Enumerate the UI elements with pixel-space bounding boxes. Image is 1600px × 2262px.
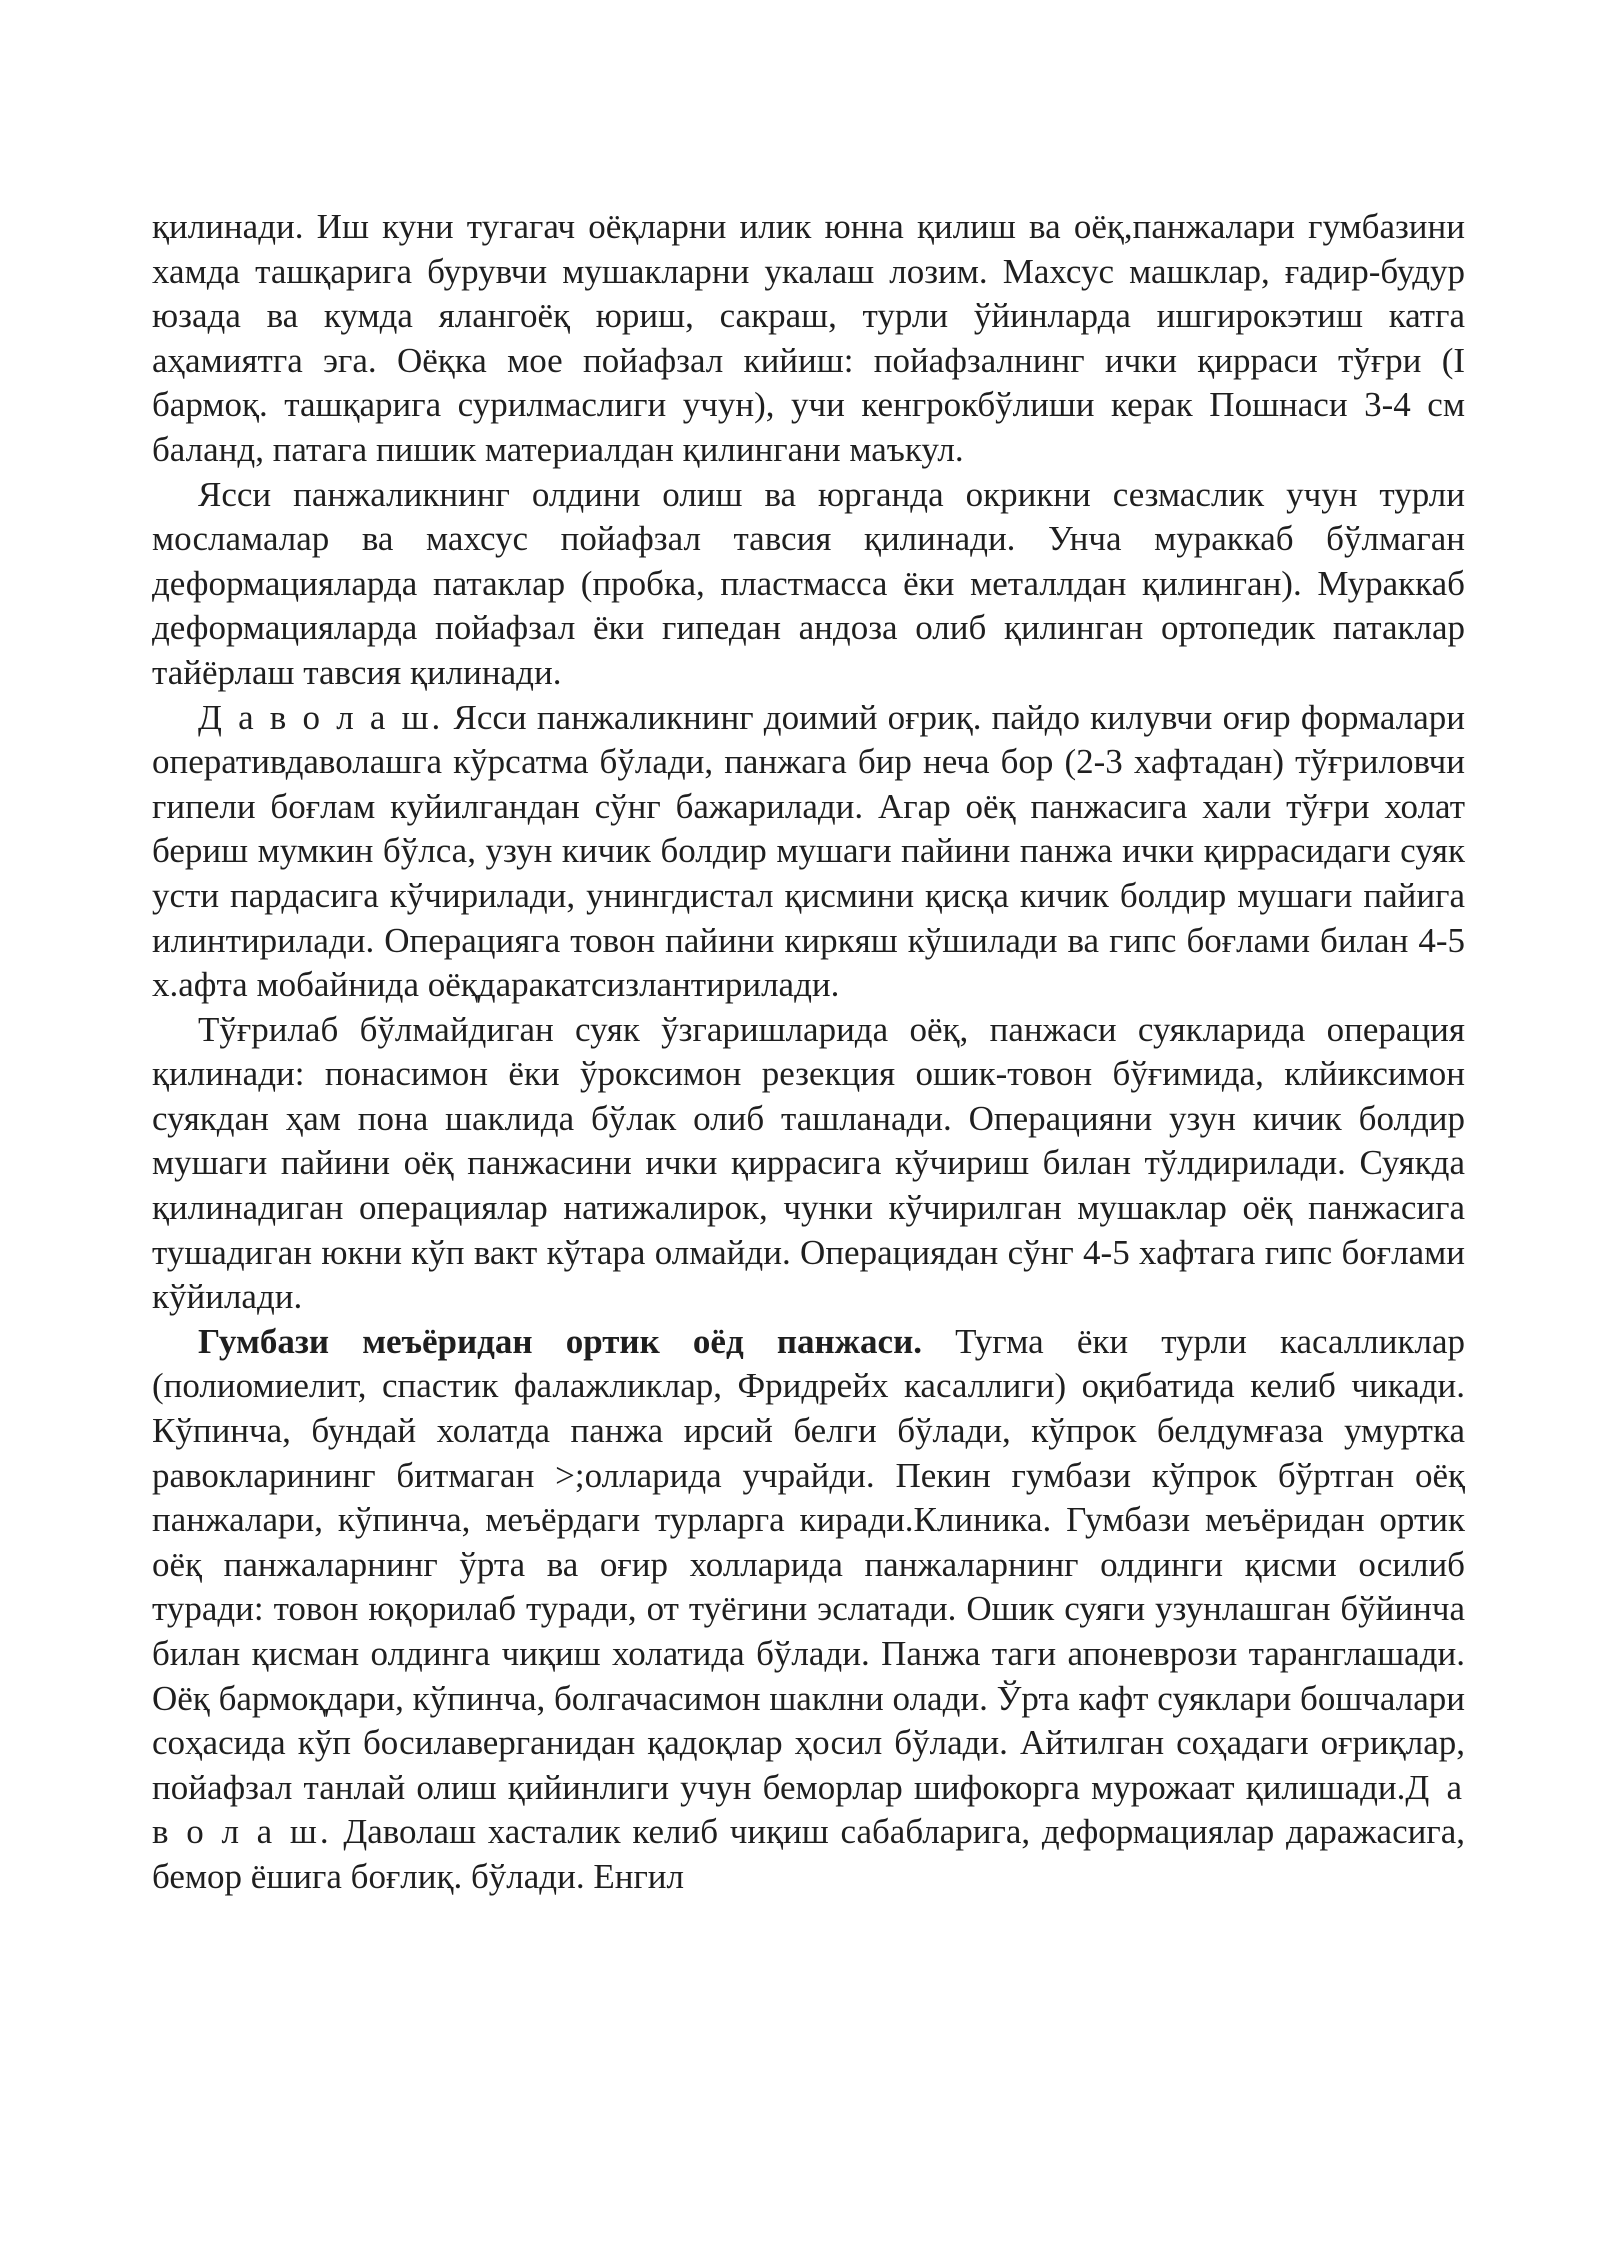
- treatment-text: Ясси панжаликнинг доимий оғриқ. пайдо килувчи оғир формалари оперативдаволашга кўрсатма бўлади, панжага бир неча бор (2-3 хафтадан) тўғриловчи гипели боғлам куйилгандан сўнг бажарилади. Агар оёқ панжасига хали тўғри холат бериш мумкин бўлса, узун кичик болдир мушаги пайини панжа ички қиррасидаги суяк усти пардасига кўчирилади, унингдистал қисмини қисқа кичик болдир мушаги пайига илинтирилади. Операцияга товон пайини киркяш кўшилади ва гипс боғлами билан 4-5 х.афта мобайнида оёқдаракатсизлантирилади.: [152, 697, 1465, 1005]
- high-arch-tail: Даволаш хасталик келиб чиқиш сабабларига, деформациялар даражасига, бемор ёшига боғлиқ. бўлади. Енгил: [152, 1812, 1465, 1896]
- paragraph-high-arch: [152, 1320, 1465, 1900]
- paragraph-bone-surgery: Тўғрилаб бўлмайдиган суяк ўзгаришларида оёқ, панжаси суякларида операция қилинади: понасимон ёки ўроксимон резекция ошик-товон бўғимида, клйиксимон суякдан ҳам пона шаклида бўлак олиб ташланади. Операцияни узун кичик болдир мушаги пайини оёқ панжасини ички қиррасига кўчириш билан тўлдирилади. Суякда қилинадиган операциялар натижалирок, чунки кўчирилган мушаклар оёқ панжасига тушадиган юкни кўп вакт кўтара олмайди. Операциядан сўнг 4-5 хафтага гипс боғлами кўйилади.: [152, 1009, 1465, 1317]
- section-heading: Гумбази меъёридан ортик оёд панжаси.: [198, 1321, 922, 1361]
- paragraph-foot-exercises: қилинади. Иш куни тугагач оёқларни илик юнна қилиш ва оёқ,панжалари гумбазини хамда ташқарига бурувчи мушакларни укалаш лозим. Махсус машклар, ғадир-будур юзада ва кумда ялангоёқ юриш, сакраш, турли ўйинларда ишгирокэтиш катга аҳамиятга эга. Оёқка мое пойафзал кийиш: пойафзалнинг ички қирраси тўғри (I бармоқ. ташқарига сурилмаслиги учун), учи кенгрокбўлиши керак Пошнаси 3-4 см баланд, патага пишик материалдан қилингани маъкул.: [152, 207, 1465, 469]
- treatment-lead: Д а в о л а ш.: [198, 697, 444, 737]
- paragraph-treatment: [152, 696, 1465, 1008]
- treatment-lead-2: Д а в о л а ш.: [152, 1767, 1465, 1852]
- high-arch-text: Тугма ёки турли касалликлар (полиомиелит, спастик фалажликлар, Фридрейх касаллиги) оқибатида келиб чикади. Кўпинча, бундай холатда панжа ирсий белги бўлади, кўпрок белдумғаза умуртка равокларининг битмаган >;олларида учрайди. Пекин гумбази кўпрок бўртган оёқ панжалари, кўпинча, меъёрдаги турларга киради.Клиника. Гумбази меъёридан ортик оёқ панжаларнинг ўрта ва оғир холларида панжаларнинг олдинги қисми осилиб туради: товон юқорилаб туради, от туёгини эслатади. Ошик суяги узунлашган бўйинча билан қисман олдинга чиқиш холатида бўлади. Панжа таги апоневрози таранглашади. Оёқ бармоқдари, кўпинча, болгачасимон шаклни олади. Ўрта кафт суяклари бошчалари соҳасида кўп босилаверганидан қадоқлар ҳосил бўлади. Айтилган соҳадаги оғриқлар, пойафзал танлай олиш қийинлиги учун беморлар шифокорга мурожаат қилишади.: [152, 1321, 1465, 1807]
- paragraph-prevention: Ясси панжаликнинг олдини олиш ва юрганда окрикни сезмаслик учун турли мосламалар ва махсус пойафзал тавсия қилинади. Унча мураккаб бўлмаган деформацияларда патаклар (пробка, пластмасса ёки металлдан қилинган). Мураккаб деформацияларда пойафзал ёки гипедан андоза олиб қилинган ортопедик патаклар тайёрлаш тавсия қилинади.: [152, 474, 1465, 692]
- document-page: [152, 205, 1465, 1900]
